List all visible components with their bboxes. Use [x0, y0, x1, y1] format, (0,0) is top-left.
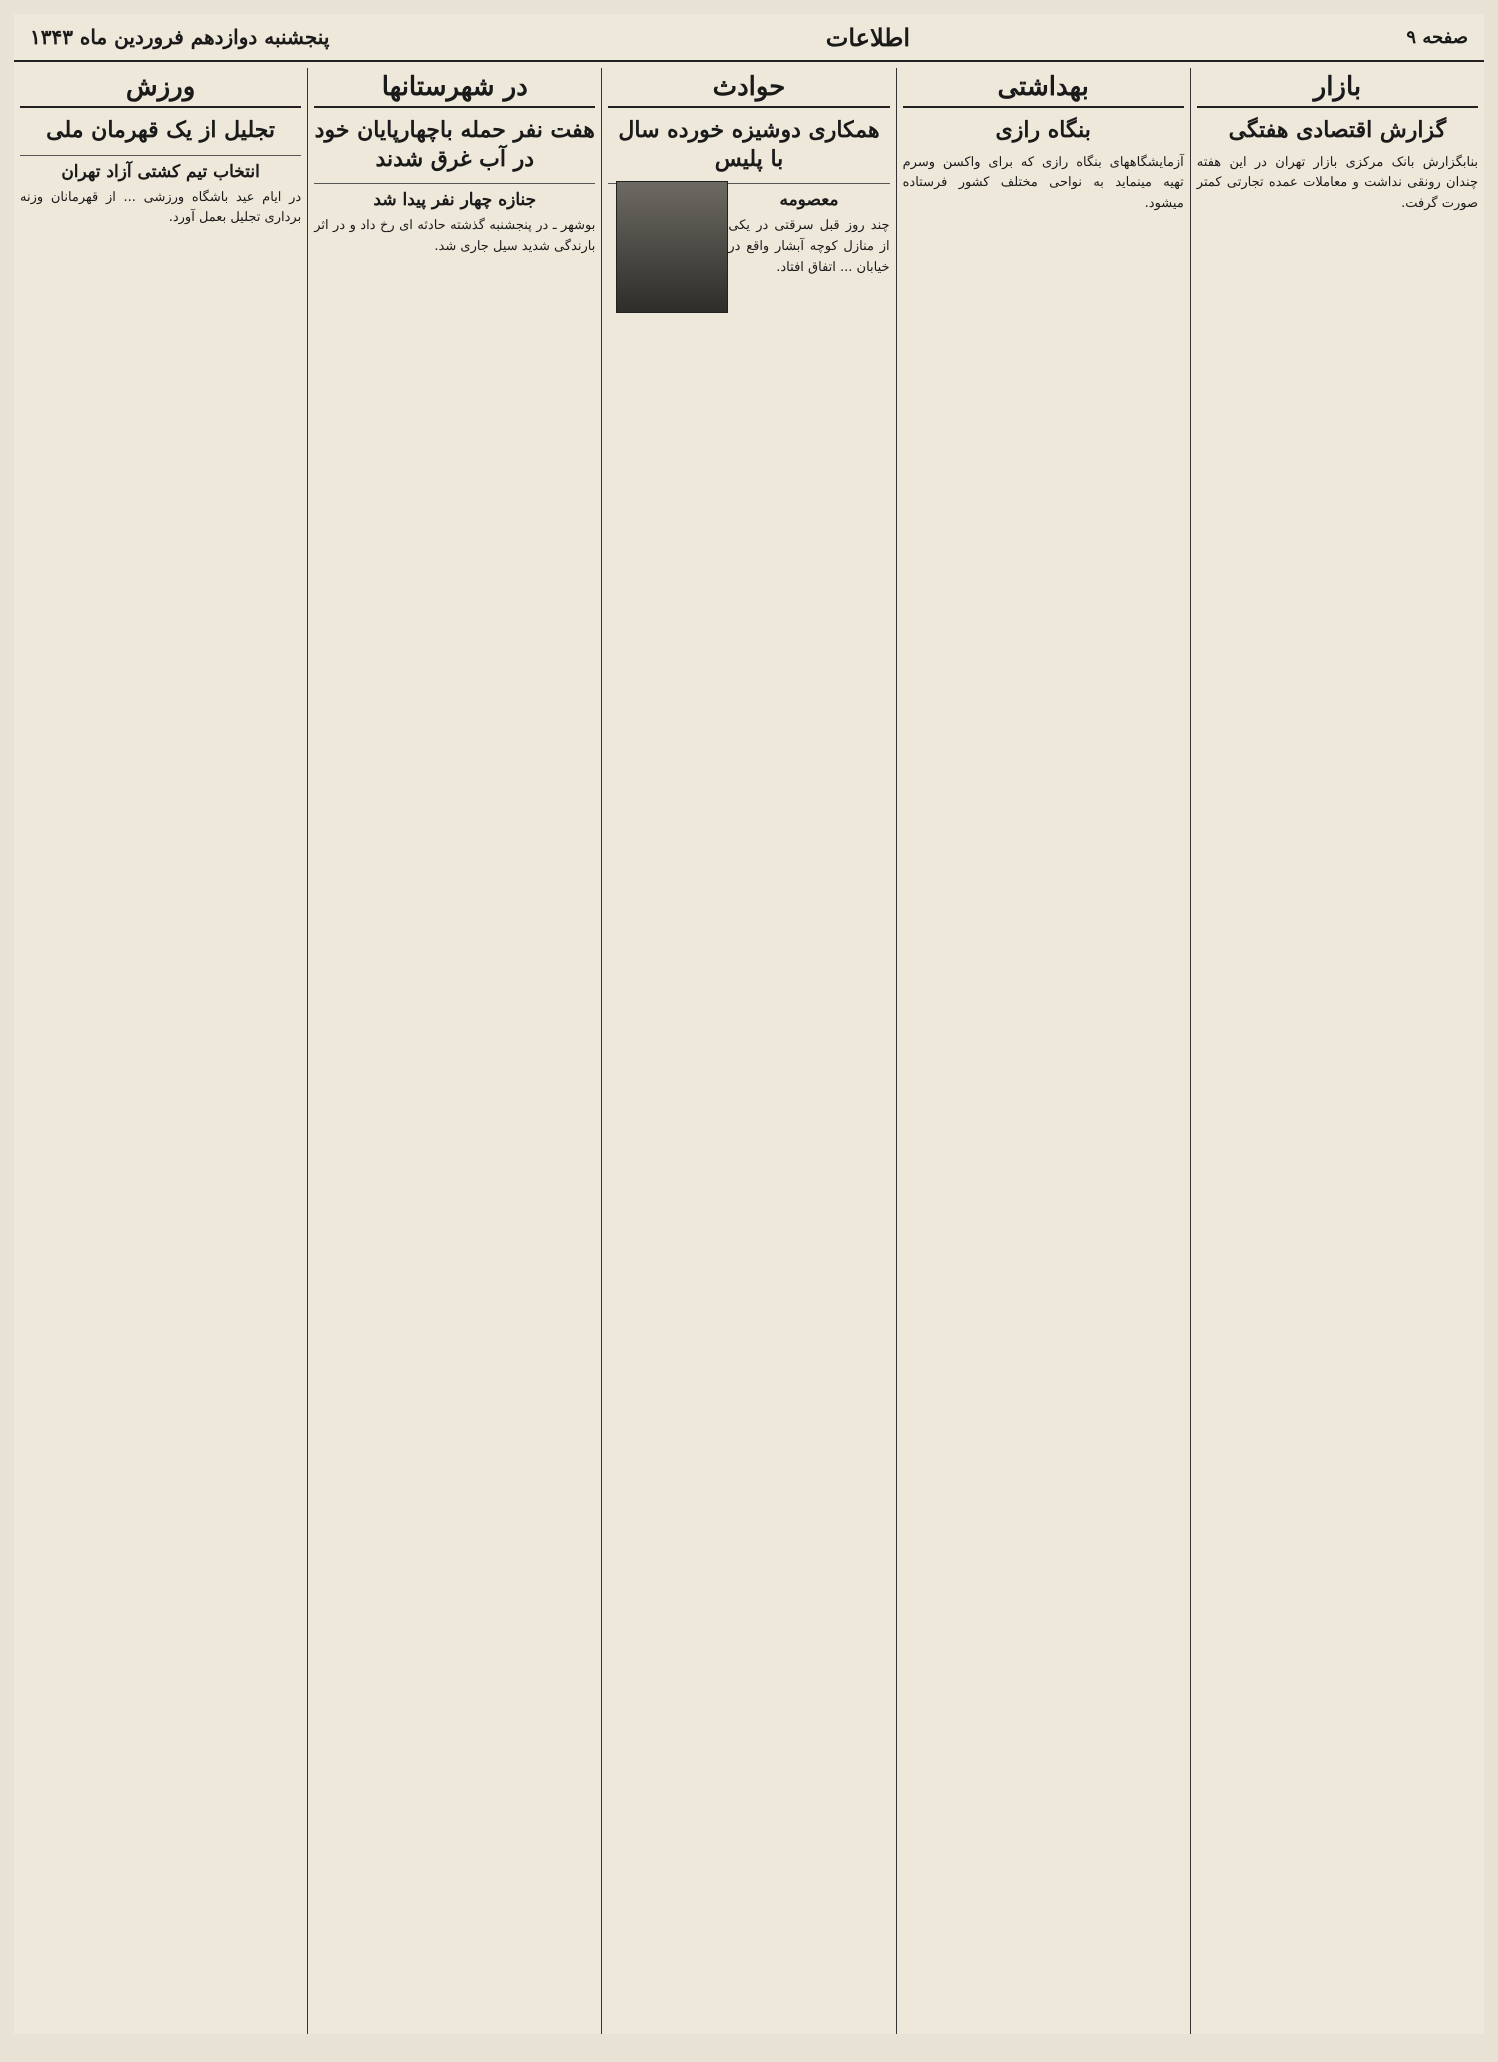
health-text: آزمایشگاههای بنگاه رازی که برای واکسن وسرم تهیه مینماید به نواحی مختلف کشور فرستاده میشود. — [902, 154, 1184, 212]
health-headline: بنگاه رازی — [995, 117, 1091, 143]
incidents-headline: همکاری دوشیزه خورده سال با پلیس — [618, 117, 880, 172]
cities-headline: هفت نفر حمله باچهارپایان خود در آب غرق شدند — [314, 117, 595, 172]
section-incidents: حوادث — [608, 68, 889, 108]
column-health — [896, 68, 1190, 2034]
newspaper-page — [14, 14, 1484, 2034]
market-headline: گزارش اقتصادی هفتگی — [1228, 117, 1447, 143]
photo-caption: معصومه — [608, 183, 889, 210]
column-sports — [14, 68, 307, 2034]
issue-date: پنجشنبه دوازدهم فروردین ماه ۱۳۴۳ — [30, 25, 330, 49]
section-sports: ورزش — [20, 68, 301, 108]
sports-text: در ایام عید باشگاه ورزشی ... از قهرمانان وزنه برداری تجلیل بعمل آورد. — [19, 189, 302, 226]
page-number: صفحه ۹ — [1406, 26, 1468, 48]
masthead — [14, 14, 1484, 62]
newspaper-title: اطلاعات — [825, 22, 911, 52]
section-cities: در شهرستانها — [314, 68, 595, 108]
incidents-text: چند روز قبل سرقتی در یکی از منازل کوچه آبشار واقع در خیابان ... اتفاق افتاد. — [728, 218, 890, 275]
cities-subhead: جنازه چهار نفر پیدا شد — [314, 183, 595, 210]
column-cities — [307, 68, 601, 2034]
sports-subhead: انتخاب تیم کشتی آزاد تهران — [20, 155, 301, 182]
market-text: بنابگزارش بانک مرکزی بازار تهران در این هفته چندان رونقی نداشت و معاملات عمده تجارتی کمتر صورت گرفت. — [1196, 154, 1478, 212]
section-market: بازار — [1197, 68, 1478, 108]
cities-text: بوشهر ـ در پنجشنبه گذشته حادثه ای رخ داد و در اثر بارندگی شدید سیل جاری شد. — [314, 218, 596, 254]
column-incidents — [601, 68, 895, 2034]
column-market — [1190, 68, 1484, 2034]
girl-photo — [616, 181, 728, 313]
section-health: بهداشتی — [903, 68, 1184, 108]
sports-headline: تجلیل از یک قهرمان ملی — [46, 117, 276, 143]
